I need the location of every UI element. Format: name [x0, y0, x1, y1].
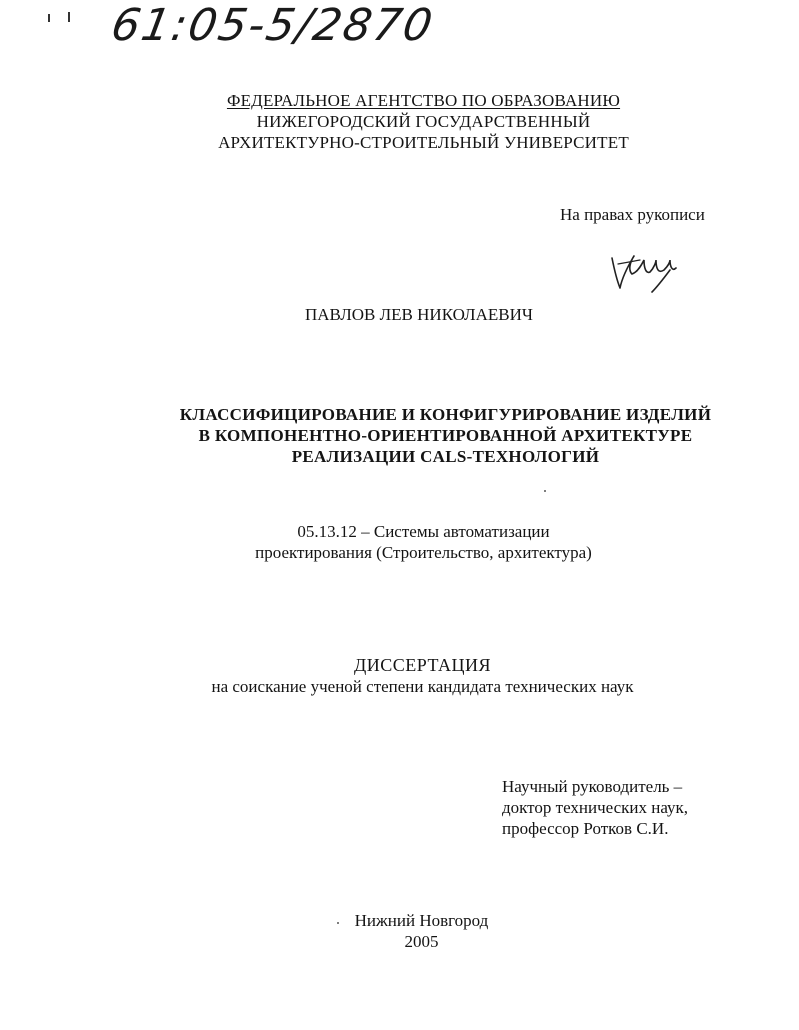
margin-tick-mark	[68, 12, 70, 22]
university-name-line1: НИЖЕГОРОДСКИЙ ГОСУДАРСТВЕННЫЙ	[256, 112, 591, 131]
supervisor-degree: доктор технических наук,	[502, 798, 689, 817]
city: Нижний Новгород	[354, 911, 489, 930]
title-line-2: В КОМПОНЕНТНО-ОРИЕНТИРОВАННОЙ АРХИТЕКТУРЕ	[198, 426, 693, 445]
specialty-code	[24, 521, 799, 563]
supervisor-role: Научный руководитель –	[502, 777, 683, 796]
title-line-3: РЕАЛИЗАЦИИ CALS-ТЕХНОЛОГИЙ	[291, 447, 600, 466]
title-line-1: КЛАССИФИЦИРОВАНИЕ И КОНФИГУРИРОВАНИЕ ИЗДЕЛИЙ	[179, 405, 712, 424]
specialty-line-2: проектирования (Строительство, архитектура)	[255, 543, 592, 562]
supervisor-block	[502, 776, 688, 839]
dissertation-heading: ДИССЕРТАЦИЯ	[353, 655, 492, 675]
specialty-line-1: 05.13.12 – Системы автоматизации	[297, 522, 550, 541]
year: 2005	[404, 932, 439, 951]
degree-subtitle: на соискание ученой степени кандидата технических наук	[211, 677, 634, 696]
rights-note: На правах рукописи	[560, 205, 705, 224]
supervisor-name: профессор Ротков С.И.	[502, 819, 669, 838]
place-and-year	[22, 910, 799, 952]
margin-tick-mark	[48, 14, 50, 22]
dissertation-title	[46, 404, 799, 467]
scan-speck	[544, 490, 546, 492]
university-name-line2: АРХИТЕКТУРНО-СТРОИТЕЛЬНЫЙ УНИВЕРСИТЕТ	[218, 133, 629, 152]
organization-header	[24, 90, 799, 153]
signature-icon	[604, 248, 688, 296]
agency-name: ФЕДЕРАЛЬНОЕ АГЕНТСТВО ПО ОБРАЗОВАНИЮ	[226, 91, 621, 110]
author-name: ПАВЛОВ ЛЕВ НИКОЛАЕВИЧ	[305, 305, 533, 324]
archive-code: 61:05-5/2870	[107, 0, 438, 51]
